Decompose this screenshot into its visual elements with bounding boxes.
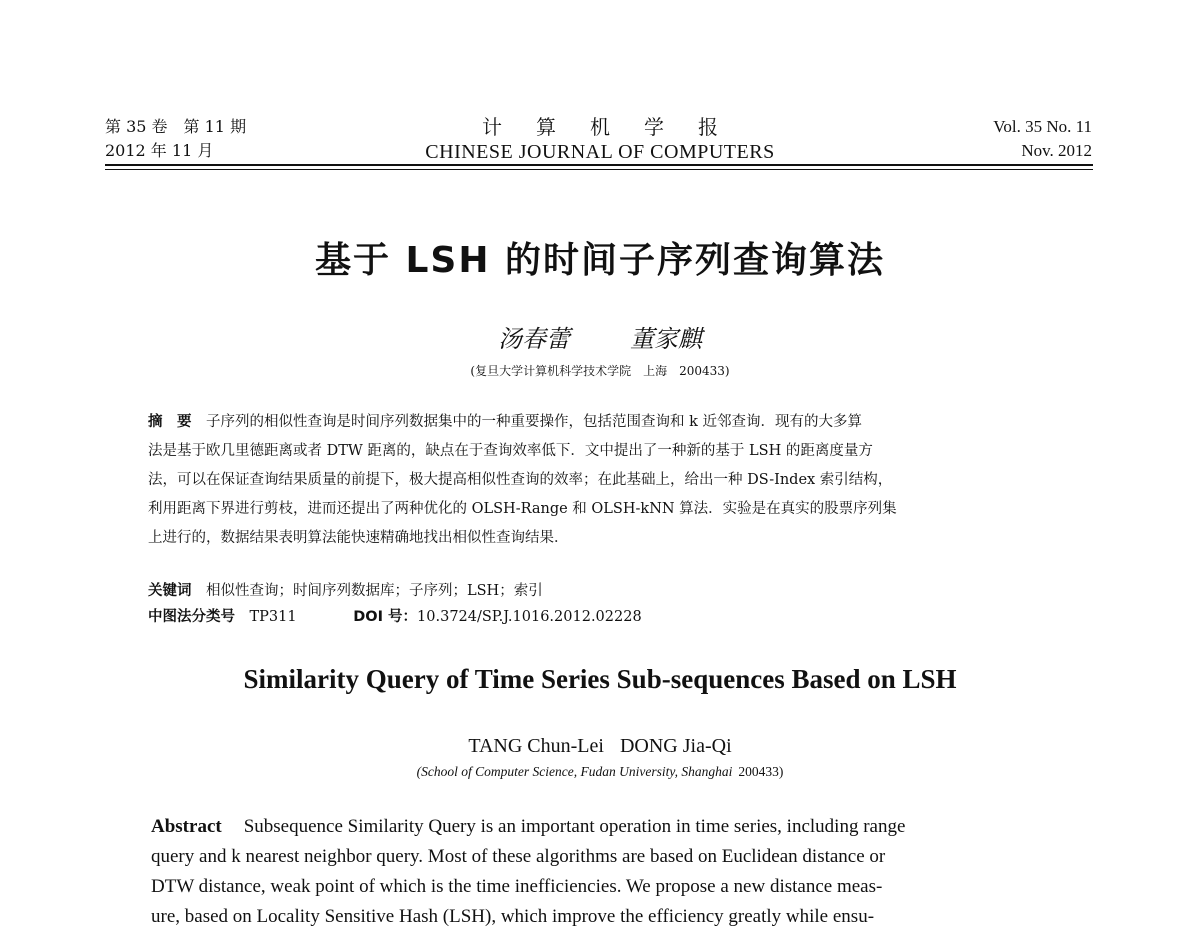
affiliation-en <box>0 762 1200 782</box>
doi-value: 10.3724/SP.J.1016.2012.02228 <box>417 609 642 625</box>
abstract-cn-line-2: 法是基于欧几里德距离或者 DTW 距离的，缺点在于查询效率低下．文中提出了一种新的基于 LSH 的距离度量方 <box>148 443 873 459</box>
journal-name-cn: 计算机学报 <box>482 115 752 139</box>
keywords-label: 关键词 <box>148 583 192 599</box>
volume-issue-cn: 第 35 卷 第 11 期 <box>105 117 247 136</box>
paper-title-cn: 基于 LSH 的时间子序列查询算法 <box>314 240 886 281</box>
abstract-en-line-1: Abstract Subsequence Similarity Query is an important operation in time series, including range <box>151 816 906 837</box>
header-rule-thick <box>105 164 1093 166</box>
abstract-en-line-4: ure, based on Locality Sensitive Hash (LSH), which improve the efficiency greatly while ensu- <box>151 906 875 927</box>
author-en-1: TANG Chun-Lei <box>468 735 604 757</box>
journal-name-en: CHINESE JOURNAL OF COMPUTERS <box>425 141 775 163</box>
keywords-text: 相似性查询；时间序列数据库；子序列；LSH；索引 <box>206 583 543 599</box>
author-cn-1: 汤春蕾 <box>498 325 570 353</box>
abstract-en-line-3: DTW distance, weak point of which is the time inefficiencies. We propose a new distance meas- <box>151 876 883 897</box>
abstract-en-label: Abstract <box>151 816 222 837</box>
volume-issue-en: Vol. 35 No. 11 <box>993 117 1092 136</box>
abstract-cn-line-4: 利用距离下界进行剪枝，进而还提出了两种优化的 OLSH-Range 和 OLSH-kNN 算法．实验是在真实的股票序列集 <box>148 501 897 517</box>
authors-en <box>0 732 1200 760</box>
date-en: Nov. 2012 <box>1021 141 1092 160</box>
keywords <box>148 578 1052 604</box>
abstract-en-line-2: query and k nearest neighbor query. Most of these algorithms are based on Euclidean distance or <box>151 846 886 867</box>
authors-cn <box>0 322 1200 356</box>
abstract-en <box>151 812 1055 932</box>
abstract-cn-line-3: 法，可以在保证查询结果质量的前提下，极大提高相似性查询的效率；在此基础上，给出一种 DS-Index 索引结构， <box>148 472 893 488</box>
clc-label: 中图法分类号 <box>148 609 235 625</box>
doi-label: DOI 号： <box>353 609 418 625</box>
paper-title-en: Similarity Query of Time Series Sub-sequences Based on LSH <box>243 664 957 694</box>
abstract-cn <box>148 408 1052 553</box>
author-en-2: DONG Jia-Qi <box>619 735 732 757</box>
affiliation-en-zip: 200433) <box>738 764 784 779</box>
date-cn: 2012 年 11 月 <box>105 141 214 160</box>
abstract-cn-label: 摘 要 <box>148 414 192 430</box>
classification <box>148 604 1052 630</box>
affiliation-cn: (复旦大学计算机科学技术学院 上海 200433) <box>470 364 730 378</box>
header-right <box>993 115 1092 163</box>
affiliation-en-text: (School of Computer Science, Fudan University, Shanghai <box>416 764 733 779</box>
abstract-cn-line-5: 上进行的，数据结果表明算法能快速精确地找出相似性查询结果． <box>148 530 569 546</box>
abstract-cn-line-1: 摘 要 子序列的相似性查询是时间序列数据集中的一种重要操作，包括范围查询和 k 近邻查询．现有的大多算 <box>148 414 863 430</box>
header-rule-thin <box>105 169 1093 170</box>
clc-value: TP311 <box>249 609 297 625</box>
author-cn-2: 董家麒 <box>630 325 702 353</box>
